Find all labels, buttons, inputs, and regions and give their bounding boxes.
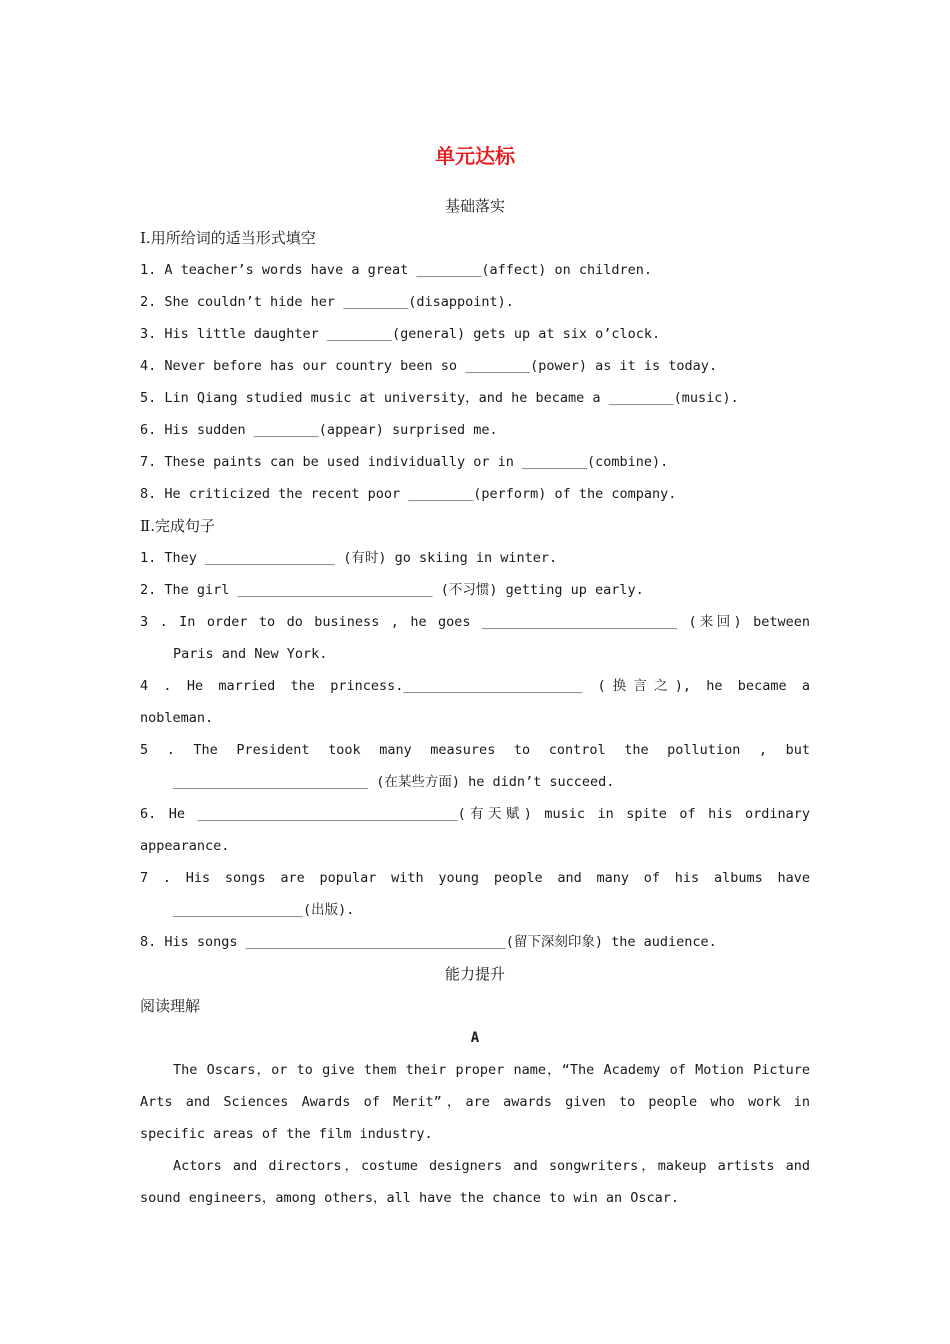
section2-item-2: 2. The girl ________________________ (不习惯) getting up early. — [140, 582, 644, 598]
section2-heading: Ⅱ.完成句子 — [140, 517, 215, 535]
section2-item-3-line1: 3 . In order to do business , he goes ________________________ (来回) between — [140, 614, 810, 630]
section2-item-5-line2: ________________________ (在某些方面) he didn’t succeed. — [173, 774, 615, 790]
section1-item-5: 5. Lin Qiang studied music at university，and he became a ________(music). — [140, 390, 739, 406]
section1-item-6: 6. His sudden ________(appear) surprised me. — [140, 422, 498, 438]
section2-item-7-line1: 7 . His songs are popular with young people and many of his albums have — [140, 870, 810, 886]
section1-item-7: 7. These paints can be used individually or in ________(combine). — [140, 454, 669, 470]
section2-item-7-line2: ________________(出版). — [173, 902, 355, 918]
ability-section-heading: 能力提升 — [444, 965, 505, 983]
section2-item-5-line1: 5 . The President took many measures to control the pollution , but — [140, 742, 810, 758]
section1-item-4: 4. Never before has our country been so ________(power) as it is today. — [140, 358, 718, 374]
worksheet-page — [140, 140, 810, 1214]
section2-item-4-line1: 4 . He married the princess.______________________ (换言之), he became a — [140, 678, 810, 694]
passage-paragraph-2: Actors and directors，costume designers and songwriters，makeup artists and sound engineers，among others，all have the chance to win an Oscar. — [140, 1158, 810, 1206]
section2-item-6-line1: 6. He ________________________________(有天赋) music in spite of his ordinary — [140, 806, 810, 822]
section2-item-8: 8. His songs ________________________________(留下深刻印象) the audience. — [140, 934, 717, 950]
section2-item-1: 1. They ________________ (有时) go skiing in winter. — [140, 550, 558, 566]
section2-item-3-line2: Paris and New York. — [173, 646, 328, 662]
section1-item-3: 3. His little daughter ________(general) gets up at six o’clock. — [140, 326, 661, 342]
page-title: 单元达标 — [435, 144, 515, 168]
reading-comprehension-label: 阅读理解 — [140, 997, 201, 1015]
section2-item-4-line2: nobleman. — [140, 710, 214, 726]
section1-item-1: 1. A teacher’s words have a great ________(affect) on children. — [140, 262, 653, 278]
section1-heading: Ⅰ.用所给词的适当形式填空 — [140, 229, 316, 247]
section1-item-8: 8. He criticized the recent poor ________(perform) of the company. — [140, 486, 677, 502]
passage-letter: A — [470, 1030, 480, 1046]
basic-section-heading: 基础落实 — [444, 197, 505, 215]
section1-item-2: 2. She couldn’t hide her ________(disappoint). — [140, 294, 514, 310]
passage-paragraph-1: The Oscars，or to give them their proper name，“The Academy of Motion Picture Arts and Sciences Awards of Merit”，are awards given to people who work in specific areas of the film industry. — [140, 1062, 810, 1142]
section2-item-6-line2: appearance. — [140, 838, 230, 854]
